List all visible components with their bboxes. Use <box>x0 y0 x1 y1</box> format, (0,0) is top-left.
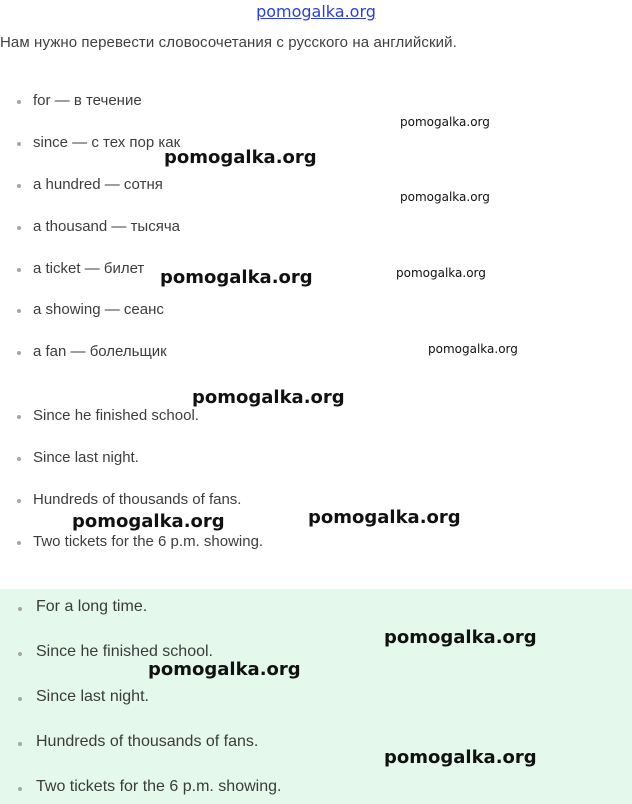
answer-panel: For a long time. Since he finished school. Since last night. Hundreds of thousands of fans. Two tickets for the 6 p.m. showing. <box>0 589 632 804</box>
bullet-icon <box>17 415 21 419</box>
bullet-icon <box>17 457 21 461</box>
site-header-link[interactable]: pomogalka.org <box>256 2 376 21</box>
watermark: pomogalka.org <box>400 115 490 129</box>
bullet-icon <box>18 607 22 611</box>
watermark: pomogalka.org <box>428 342 518 356</box>
watermark: pomogalka.org <box>384 627 537 648</box>
bullet-icon <box>17 142 21 146</box>
bullet-icon <box>17 351 21 355</box>
watermark: pomogalka.org <box>160 267 313 288</box>
watermark: pomogalka.org <box>164 147 317 168</box>
bullet-icon <box>17 499 21 503</box>
bullet-icon <box>17 541 21 545</box>
bullet-icon <box>17 184 21 188</box>
bullet-icon <box>17 100 21 104</box>
bullet-icon <box>18 697 22 701</box>
bullet-icon <box>17 226 21 230</box>
bullet-icon <box>18 787 22 791</box>
bullet-icon <box>18 652 22 656</box>
watermark: pomogalka.org <box>384 747 537 768</box>
bullet-icon <box>17 309 21 313</box>
bullet-icon <box>18 742 22 746</box>
watermark: pomogalka.org <box>396 266 486 280</box>
bullet-icon <box>17 268 21 272</box>
watermark: pomogalka.org <box>308 507 461 528</box>
watermark: pomogalka.org <box>72 511 225 532</box>
watermark: pomogalka.org <box>192 387 345 408</box>
watermark: pomogalka.org <box>400 190 490 204</box>
watermark: pomogalka.org <box>148 659 301 680</box>
intro-text: Нам нужно перевести словосочетания с русского на английский. <box>0 34 457 51</box>
